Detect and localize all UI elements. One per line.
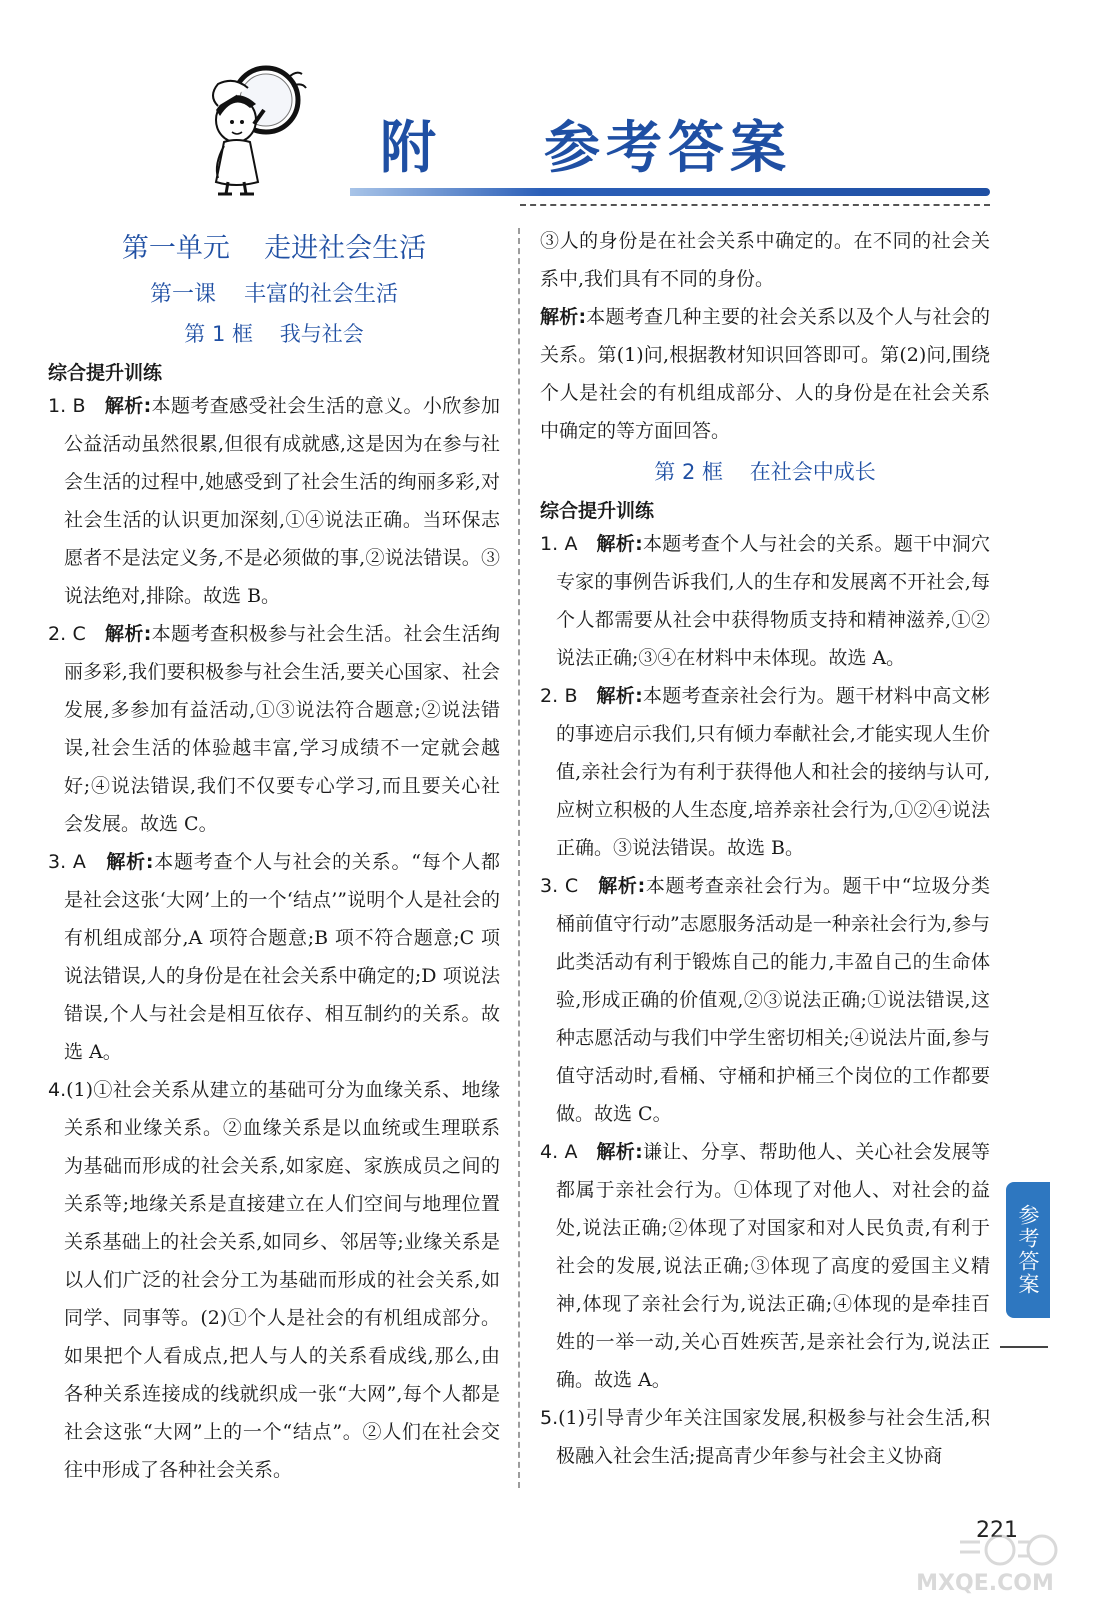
- frame-heading: 第 2 框 在社会中成长: [654, 460, 876, 484]
- column-divider: [518, 228, 520, 1488]
- page-number: 221: [976, 1518, 1018, 1543]
- watermark-logo: [890, 1530, 1080, 1596]
- answer-number: 3. A: [48, 851, 86, 873]
- answer-text: 本题考查个人与社会的关系。“每个人都是社会这张‘大网’上的一个‘结点’”说明个人是社会的有机组成部分,A 项符合题意;B 项不符合题意;C 项说法错误,人的身份是在社会关系中确定的;D 项说法错误,个人与社会是相互依存、相互制约的关系。故选 A。: [64, 851, 500, 1063]
- answer-item: [540, 1399, 990, 1475]
- right-column: [540, 222, 990, 1475]
- side-tab-rule: [1000, 1346, 1048, 1348]
- title-dashed-rule: [520, 204, 990, 206]
- answer-number: 1. A: [540, 533, 578, 555]
- answer-item: [48, 843, 500, 1071]
- answer-text: (1)引导青少年关注国家发展,积极参与社会生活,积极融入社会生活;提高青少年参与社会主义协商: [556, 1407, 990, 1467]
- section-heading: 综合提升训练: [540, 500, 655, 522]
- continued-text: ③人的身份是在社会关系中确定的。在不同的社会关系中,我们具有不同的身份。: [540, 230, 990, 290]
- answer-number: 3. C: [540, 875, 579, 897]
- answer-number: 4. A: [540, 1141, 578, 1163]
- answer-number: 2. C: [48, 623, 86, 645]
- svg-text:MXQE.COM: MXQE.COM: [916, 1571, 1054, 1596]
- left-column: [48, 222, 500, 1489]
- answer-text: 本题考查个人与社会的关系。题干中洞穴专家的事例告诉我们,人的生存和发展离不开社会,每个人都需要从社会中获得物质支持和精神滋养,①②说法正确;③④在材料中未体现。故选 A。: [556, 533, 990, 669]
- answer-item: [48, 387, 500, 615]
- continued-analysis: [540, 298, 990, 450]
- answer-item: [540, 525, 990, 677]
- answer-number: 5.: [540, 1407, 559, 1429]
- analysis-label: 解析:: [105, 623, 152, 645]
- answer-text: 本题考查亲社会行为。题干材料中高文彬的事迹启示我们,只有倾力奉献社会,才能实现人生价值,亲社会行为有利于获得他人和社会的接纳与认可,应树立积极的人生态度,培养亲社会行为,①②④说法正确。③说法错误。故选 B。: [556, 685, 990, 859]
- analysis-label: 解析:: [596, 1141, 643, 1163]
- answer-item: [540, 867, 990, 1133]
- answer-number: 4.: [48, 1079, 67, 1101]
- answer-text: 本题考查积极参与社会生活。社会生活绚丽多彩,我们要积极参与社会生活,要关心国家、社会发展,多参加有益活动,①③说法符合题意;②说法错误,社会生活的体验越丰富,学习成绩不一定就会越好;④说法错误,我们不仅要专心学习,而且要关心社会发展。故选 C。: [64, 623, 501, 835]
- answer-item: [540, 677, 990, 867]
- answer-item: [48, 1071, 500, 1489]
- title-underline-bar: [350, 188, 990, 196]
- frame-heading: 第 1 框 我与社会: [184, 322, 364, 346]
- answer-text: 谦让、分享、帮助他人、关心社会发展等都属于亲社会行为。①体现了对他人、对社会的益处,说法正确;②体现了对国家和对人民负责,有利于社会的发展,说法正确;③体现了高度的爱国主义精神,体现了亲社会行为,说法正确;④体现的是牵挂百姓的一举一动,关心百姓疾苦,是亲社会行为,说法正确。故选 A。: [556, 1141, 990, 1391]
- analysis-label: 解析:: [596, 533, 643, 555]
- answer-text: (1)①社会关系从建立的基础可分为血缘关系、地缘关系和业缘关系。②血缘关系是以血统或生理联系为基础而形成的社会关系,如家庭、家族成员之间的关系等;地缘关系是直接建立在人们空间与地理位置关系基础上的社会关系,如同乡、邻居等;业缘关系是以人们广泛的社会分工为基础而形成的社会关系,如同学、同事等。(2)①个人是社会的有机组成部分。如果把个人看成点,把人与人的关系看成线,那么,由各种关系连接成的线就织成一张“大网”,每个人都是社会这张“大网”上的一个“结点”。②人们在社会交往中形成了各种社会关系。: [64, 1079, 500, 1481]
- answer-number: 1. B: [48, 395, 86, 417]
- side-section-tab: 参考答案: [1006, 1182, 1050, 1318]
- section-heading: 综合提升训练: [48, 362, 163, 384]
- page-title: 附 参考答案: [380, 116, 792, 181]
- answer-item: [48, 615, 500, 843]
- answer-item: [540, 1133, 990, 1399]
- answer-text: 本题考查感受社会生活的意义。小欣参加公益活动虽然很累,但很有成就感,这是因为在参与社会生活的过程中,她感受到了社会生活的绚丽多彩,对社会生活的认识更加深刻,①④说法正确。当环保志愿者不是法定义务,不是必须做的事,②说法错误。③说法绝对,排除。故选 B。: [64, 395, 500, 607]
- analysis-label: 解析:: [598, 875, 646, 897]
- answer-number: 2. B: [540, 685, 578, 707]
- analysis-label: 解析:: [104, 395, 152, 417]
- lesson-heading: 第一课 丰富的社会生活: [150, 282, 398, 307]
- analysis-label: 解析:: [540, 306, 587, 328]
- answer-text: 本题考查几种主要的社会关系以及个人与社会的关系。第(1)问,根据教材知识回答即可。第(2)问,围绕个人是社会的有机组成部分、人的身份是在社会关系中确定的等方面回答。: [540, 306, 990, 442]
- answer-text: 本题考查亲社会行为。题干中“垃圾分类桶前值守行动”志愿服务活动是一种亲社会行为,参与此类活动有利于锻炼自己的能力,丰盈自己的生命体验,形成正确的价值观,②③说法正确;①说法错误,这种志愿活动与我们中学生密切相关;④说法片面,参与值守活动时,看桶、守桶和护桶三个岗位的工作都要做。故选 C。: [556, 875, 990, 1125]
- mascot-illustration: [188, 58, 338, 198]
- unit-heading: 第一单元 走进社会生活: [121, 233, 427, 264]
- analysis-label: 解析:: [106, 851, 154, 873]
- analysis-label: 解析:: [596, 685, 643, 707]
